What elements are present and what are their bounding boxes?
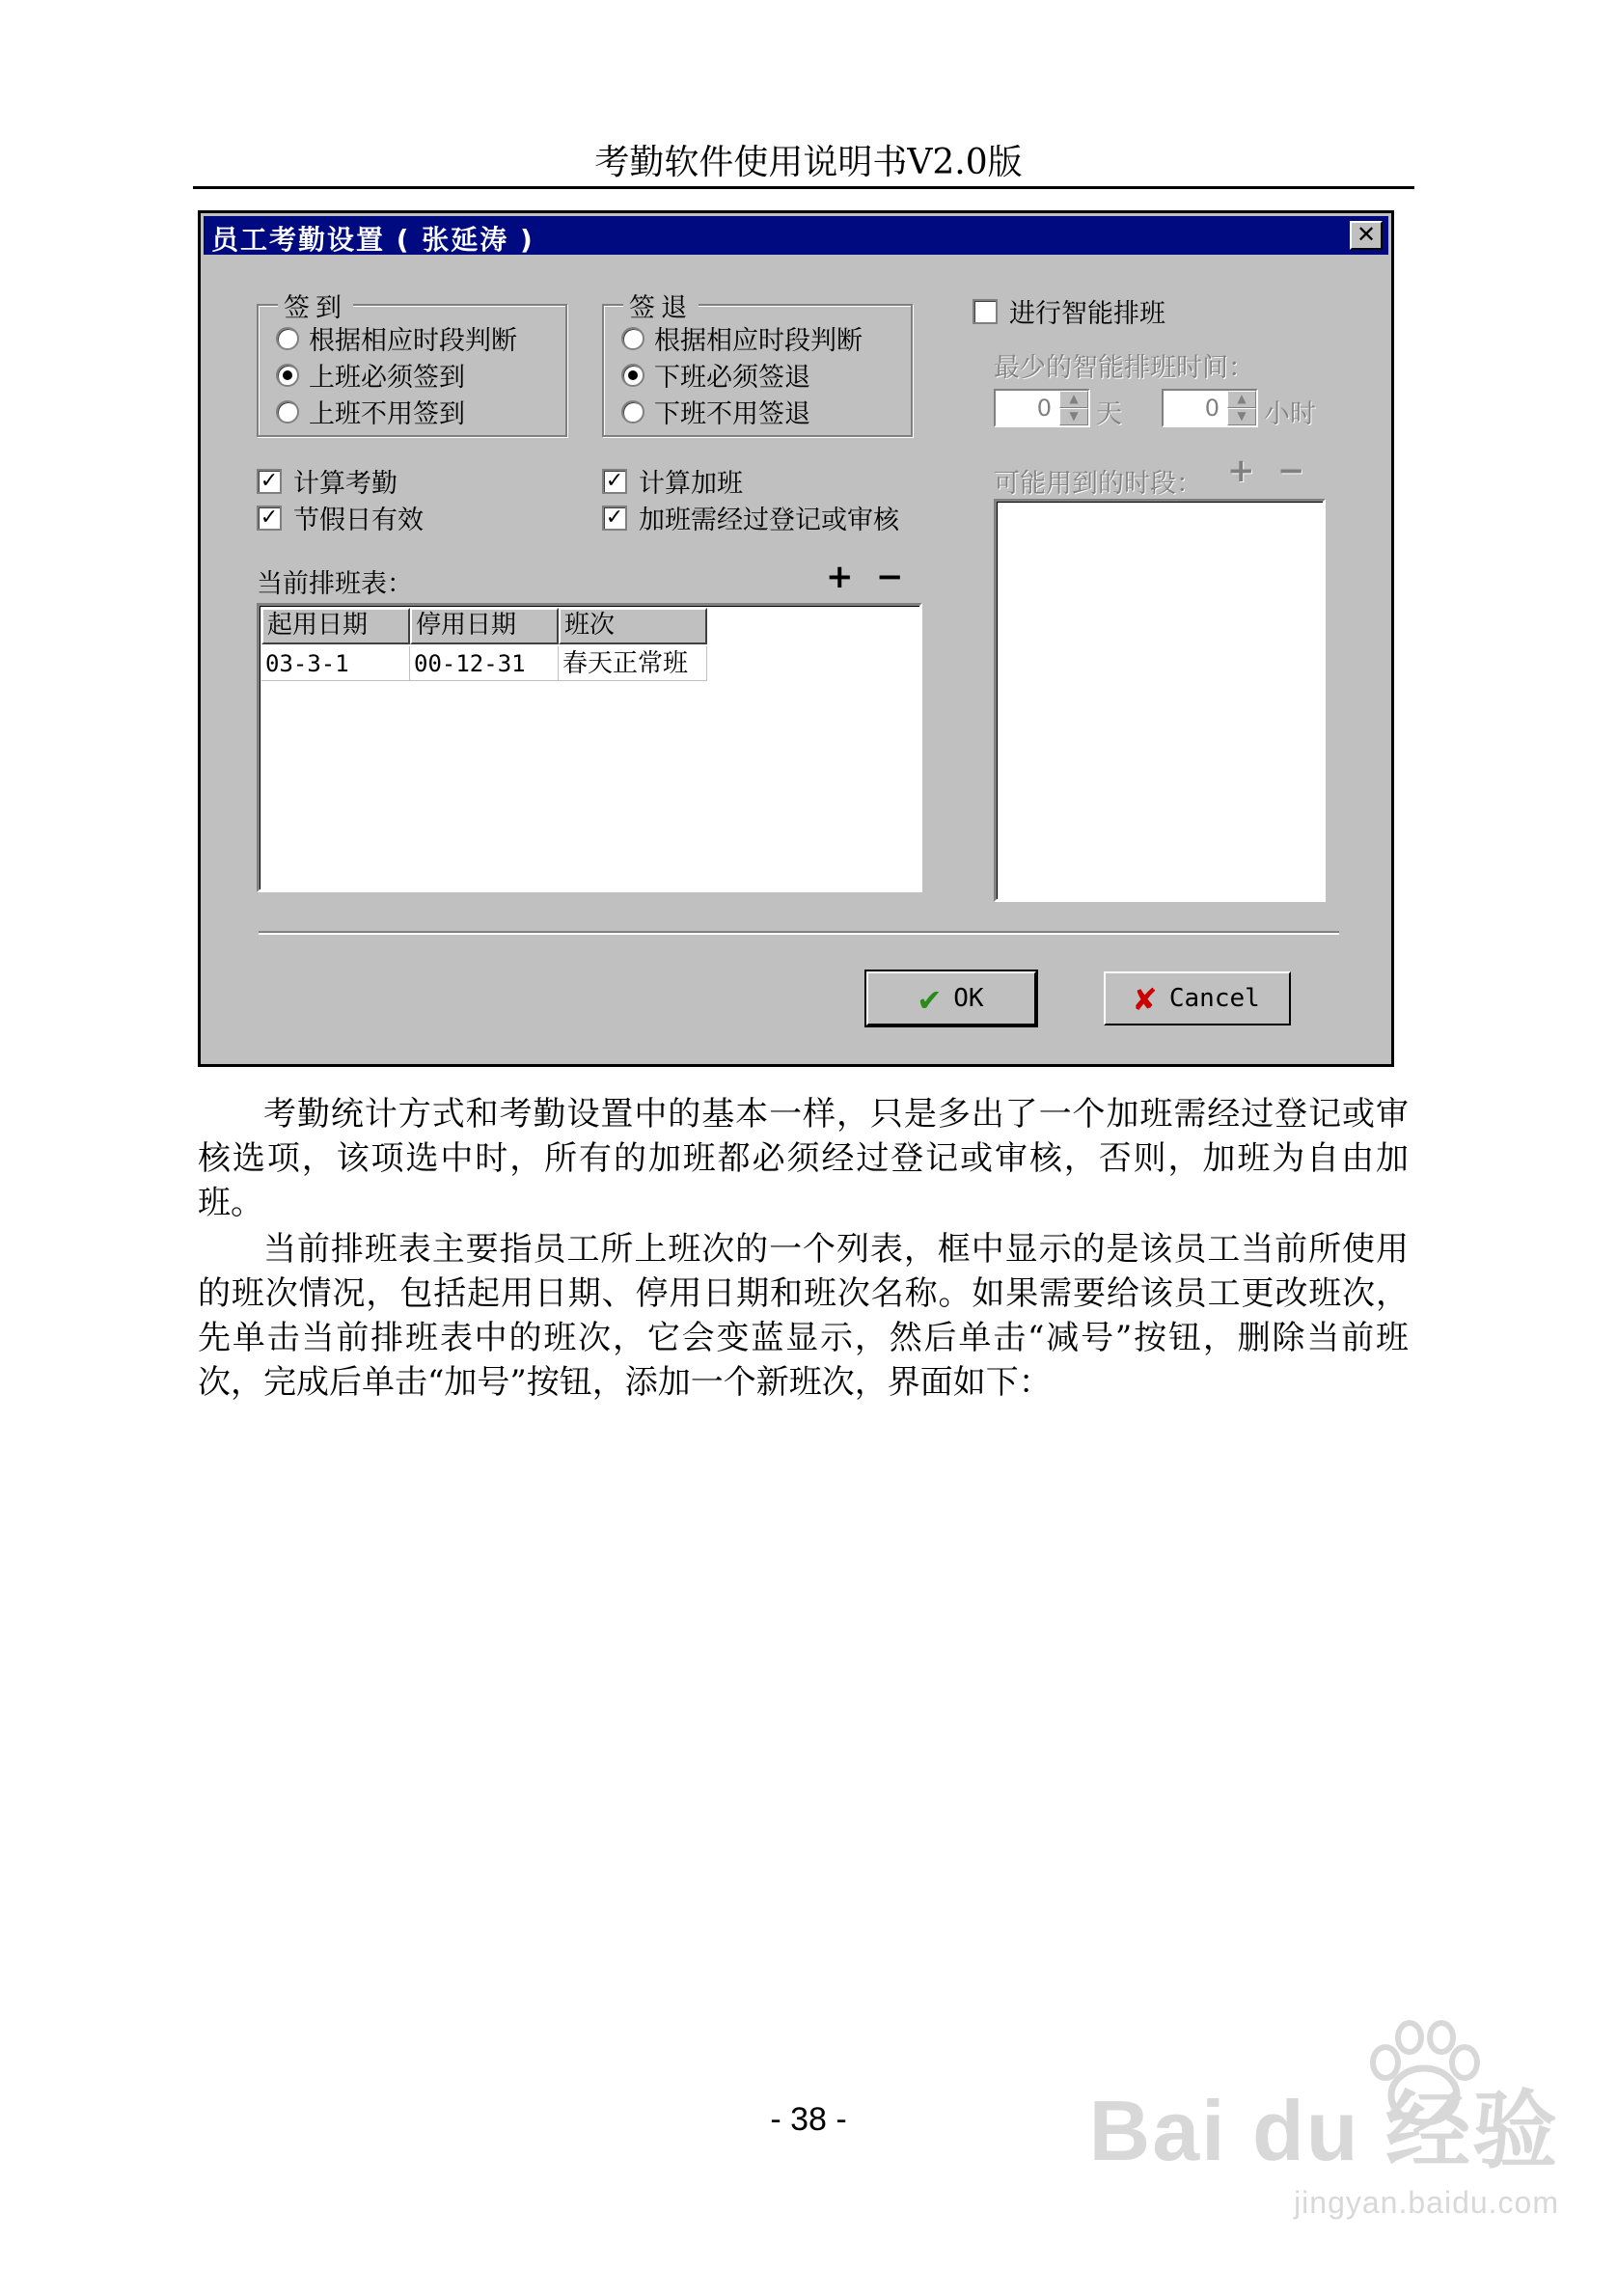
column-header-shift[interactable]: 班次 (559, 608, 707, 644)
spin-down-icon[interactable]: ▼ (1059, 408, 1088, 425)
days-unit: 天 (1096, 399, 1122, 429)
radio-icon (276, 327, 299, 350)
watermark-url: jingyan.baidu.com (1294, 2185, 1559, 2220)
radio-icon (276, 400, 299, 424)
signout-option-not-required[interactable]: 下班不用签退 (621, 393, 810, 430)
radio-selected-icon (276, 364, 299, 387)
dialog-titlebar[interactable] (204, 216, 1388, 255)
calc-attendance-checkbox[interactable]: ✓ 计算考勤 (257, 462, 397, 500)
radio-selected-icon (621, 364, 644, 387)
checkbox-checked-icon: ✓ (257, 469, 282, 494)
days-value: 0 (1036, 395, 1052, 422)
signin-legend: 签到 (278, 287, 353, 324)
checkbox-checked-icon: ✓ (257, 506, 282, 531)
spin-up-icon[interactable]: ▲ (1059, 391, 1088, 408)
signin-option-not-required[interactable]: 上班不用签到 (276, 393, 465, 430)
watermark-brand: Bai du 经验 (1088, 2083, 1559, 2178)
periods-list[interactable] (994, 499, 1326, 902)
ok-button[interactable]: ✔ OK (866, 971, 1036, 1025)
radio-icon (621, 400, 644, 424)
periods-label: 可能用到的时段： (994, 469, 1202, 499)
schedule-add-button[interactable]: + (826, 558, 854, 596)
cancel-button[interactable]: ✘ Cancel (1104, 971, 1291, 1025)
hours-unit: 小时 (1264, 399, 1316, 429)
signin-option-required[interactable]: 上班必须签到 (276, 356, 465, 394)
column-header-end-date[interactable]: 停用日期 (410, 608, 559, 644)
checkbox-checked-icon: ✓ (602, 469, 627, 494)
button-separator (259, 931, 1339, 935)
periods-remove-button[interactable]: − (1277, 451, 1305, 490)
min-smart-time-label: 最少的智能排班时间： (994, 353, 1254, 383)
radio-icon (621, 327, 644, 350)
hours-spinner[interactable] (1162, 389, 1258, 427)
signout-group (602, 293, 913, 437)
signin-group (257, 293, 567, 437)
checkmark-icon: ✔ (918, 978, 941, 1019)
body-paragraph-1: 考勤统计方式和考勤设置中的基本一样，只是多出了一个加班需经过登记或审核选项，该项选中时，所有的加班都必须经过登记或审核，否则，加班为自由加班。 (198, 1095, 1409, 1222)
schedule-table[interactable] (257, 603, 922, 892)
dialog-title: 员工考勤设置 ( 张延涛 ) (211, 224, 534, 256)
table-cell-shift[interactable]: 春天正常班 (559, 646, 707, 681)
page-number: - 38 - (770, 2101, 847, 2138)
signout-legend: 签退 (623, 287, 699, 324)
column-header-start-date[interactable]: 起用日期 (261, 608, 410, 644)
calc-overtime-checkbox[interactable]: ✓ 计算加班 (602, 462, 743, 500)
spin-down-icon[interactable]: ▼ (1227, 408, 1256, 425)
hours-value: 0 (1204, 395, 1220, 422)
signout-option-by-period[interactable]: 根据相应时段判断 (621, 319, 863, 357)
checkbox-checked-icon: ✓ (602, 506, 627, 531)
close-button[interactable]: ✕ (1350, 221, 1383, 250)
days-spinner[interactable] (994, 389, 1090, 427)
smart-schedule-checkbox[interactable]: 进行智能排班 (973, 292, 1165, 330)
body-paragraph-2: 当前排班表主要指员工所上班次的一个列表，框中显示的是该员工当前所使用的班次情况，包括起用日期、停用日期和班次名称。如果需要给该员工更改班次，先单击当前排班表中的班次，它会变蓝显示，然后单击“减号”按钮，删除当前班次，完成后单击“加号”按钮，添加一个新班次，界面如下： (198, 1230, 1409, 1402)
baidu-watermark (1089, 2064, 1559, 2221)
schedule-remove-button[interactable]: − (876, 558, 904, 596)
checkbox-icon (973, 299, 998, 324)
cancel-x-icon: ✘ (1135, 978, 1156, 1019)
header-rule (193, 186, 1414, 189)
signin-option-by-period[interactable]: 根据相应时段判断 (276, 319, 517, 357)
table-cell-end-date[interactable]: 00-12-31 (410, 646, 559, 681)
holiday-valid-checkbox[interactable]: ✓ 节假日有效 (257, 499, 424, 536)
table-cell-start-date[interactable]: 03-3-1 (261, 646, 410, 681)
periods-add-button[interactable]: + (1227, 451, 1255, 490)
running-header: 考勤软件使用说明书V2.0版 (594, 143, 1023, 182)
signout-option-required[interactable]: 下班必须签退 (621, 356, 810, 394)
overtime-approval-checkbox[interactable]: ✓ 加班需经过登记或审核 (602, 499, 899, 536)
spin-up-icon[interactable]: ▲ (1227, 391, 1256, 408)
schedule-label: 当前排班表： (257, 569, 413, 599)
attendance-settings-dialog (198, 210, 1394, 1067)
